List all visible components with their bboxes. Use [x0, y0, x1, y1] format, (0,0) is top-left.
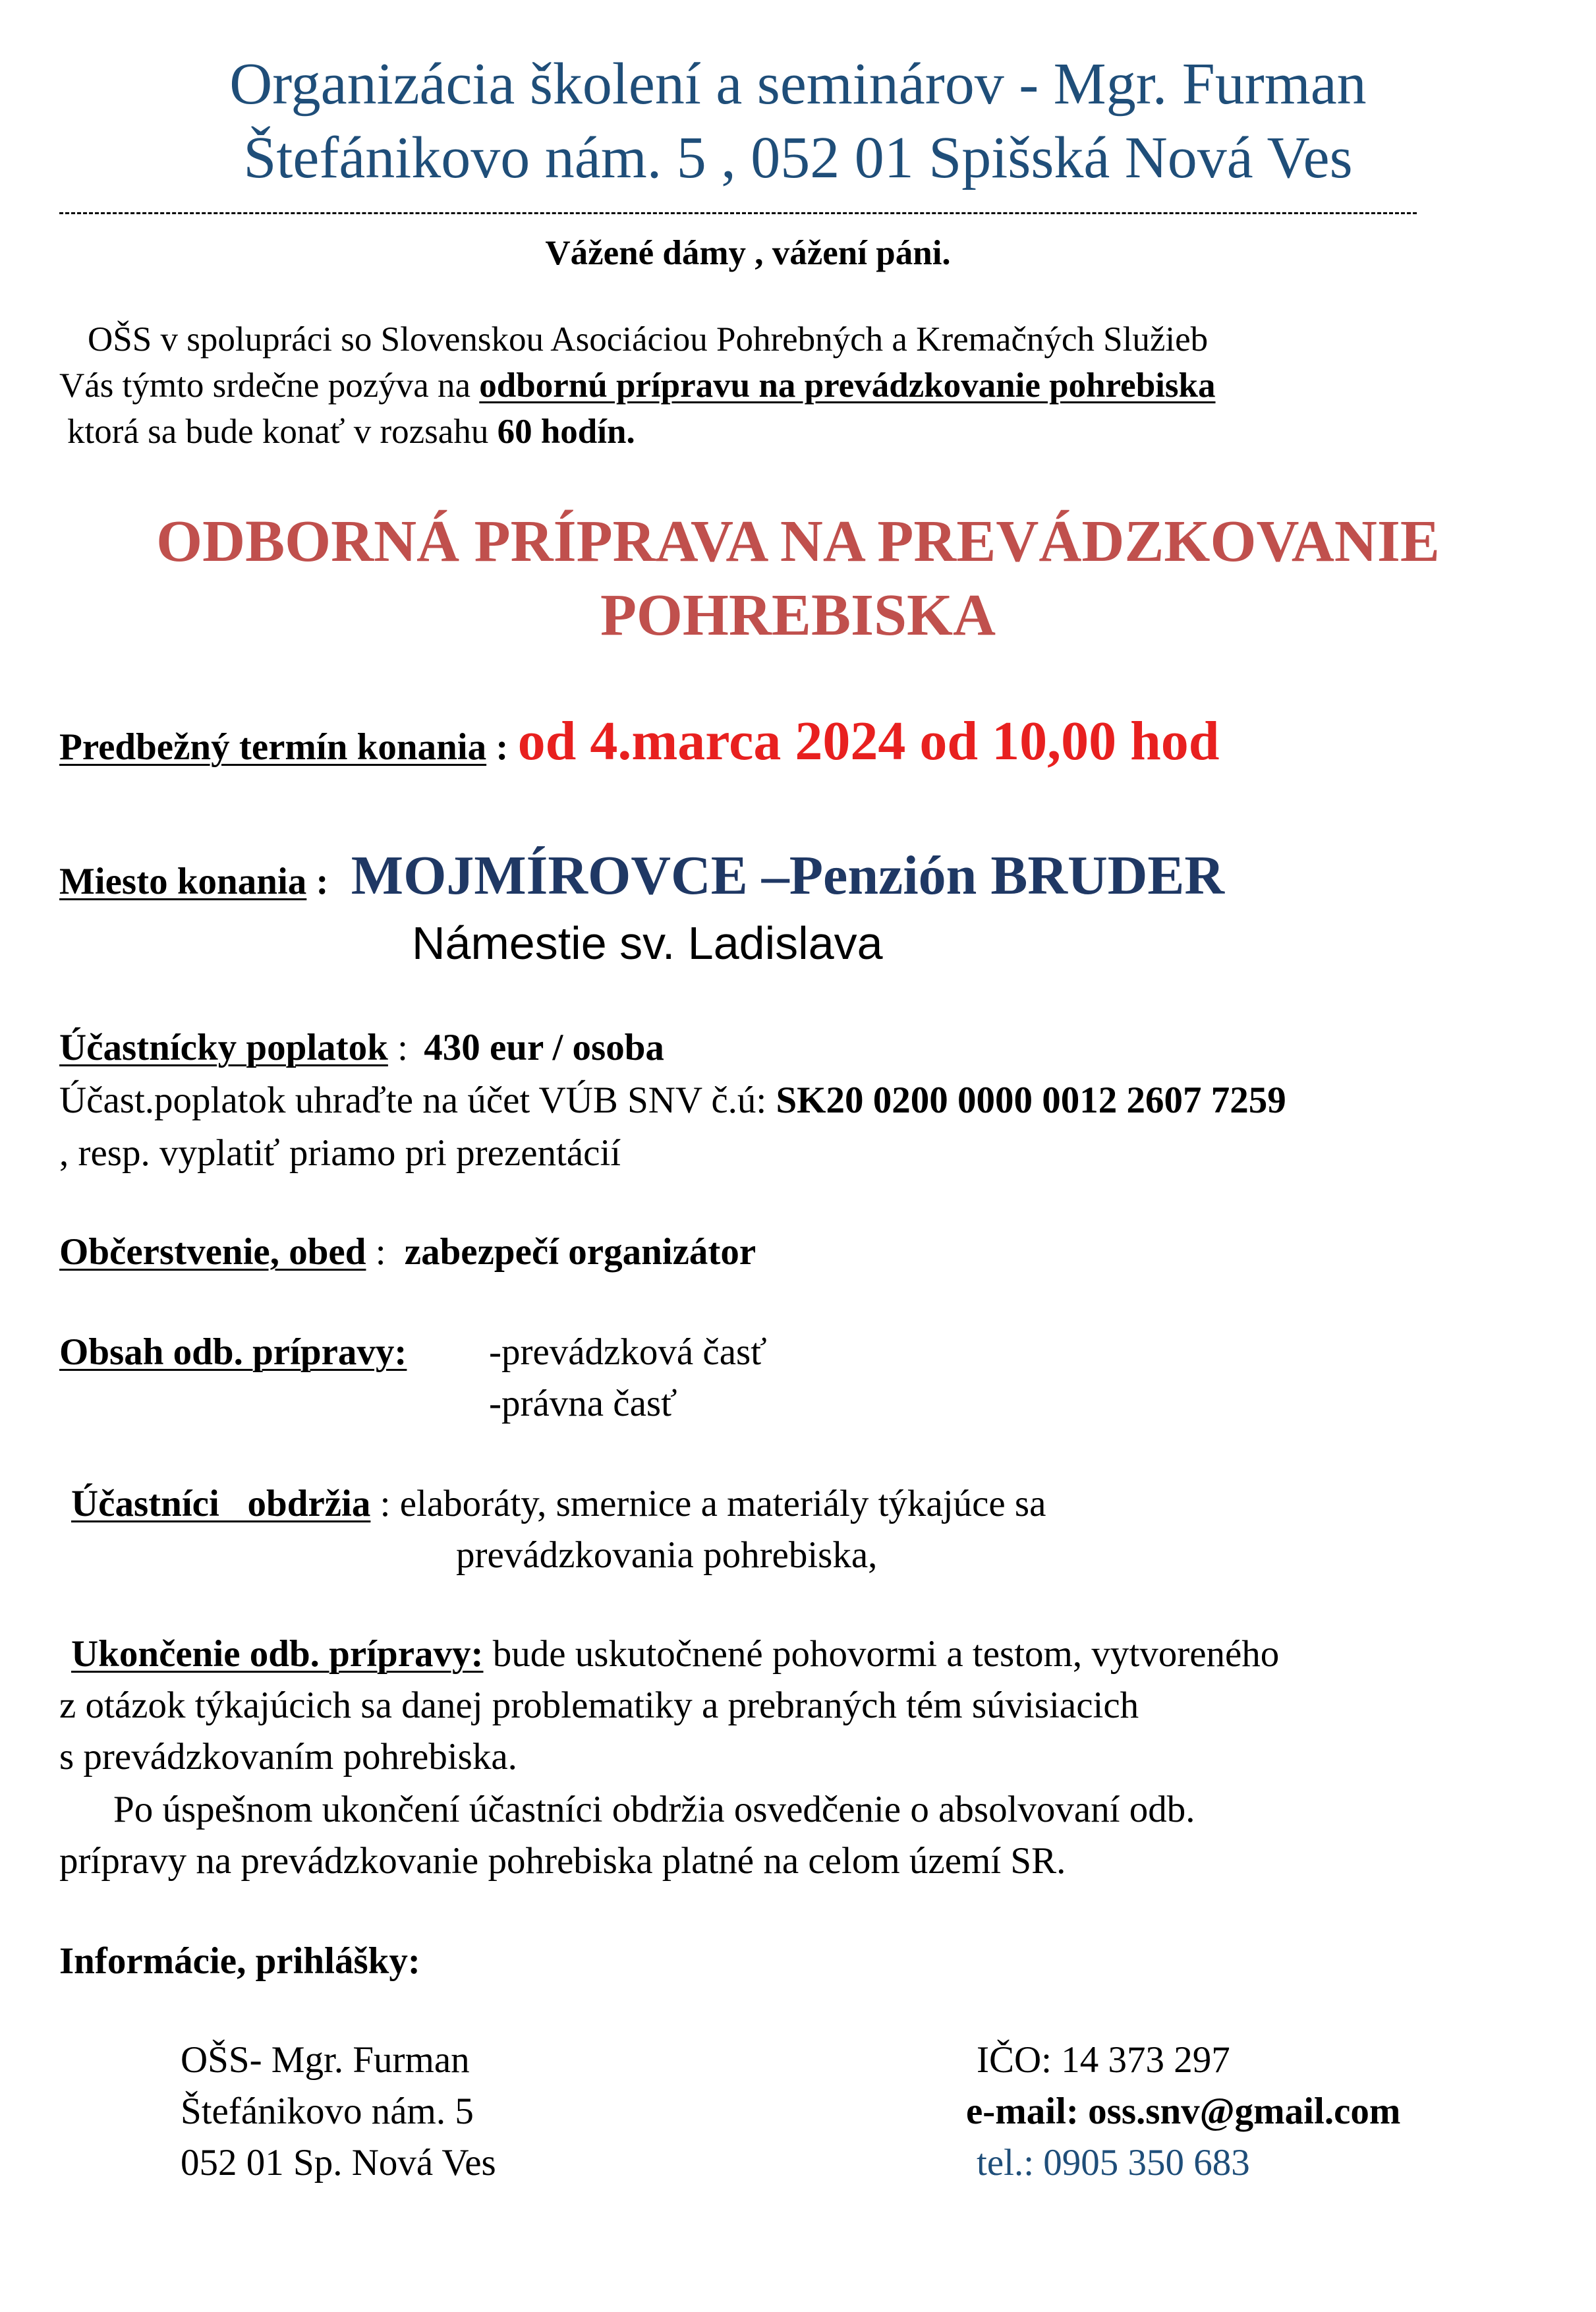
intro-course-name: odbornú prípravu na prevádzkovanie pohrebiska	[479, 366, 1216, 405]
info-heading: Informácie, prihlášky:	[59, 1940, 420, 1982]
fee-row: Účastnícky poplatok : 430 eur / osoba	[59, 1027, 664, 1068]
refreshment-value: zabezpečí organizátor	[404, 1231, 756, 1273]
main-title-line-2: POHREBISKA	[600, 583, 996, 648]
ending-row: Ukončenie odb. prípravy: bude uskutočnené pohovormi a testom, vytvoreného	[71, 1633, 1280, 1675]
place-label: Miesto konania	[59, 861, 307, 902]
info-phone: tel.: 0905 350 683	[977, 2142, 1250, 2183]
term-label: Predbežný termín konania	[59, 726, 487, 768]
info-street: Štefánikovo nám. 5	[181, 2091, 474, 2132]
refreshment-label: Občerstvenie, obed	[59, 1231, 366, 1273]
info-email: e-mail: oss.snv@gmail.com	[966, 2091, 1401, 2132]
content-item-2: -právna časť	[489, 1383, 677, 1424]
term-value: od 4.marca 2024 od 10,00 hod	[517, 710, 1220, 772]
fee-alternative: , resp. vyplatiť priamo pri prezentácií	[59, 1132, 621, 1174]
place-address: Námestie sv. Ladislava	[412, 917, 883, 969]
fee-iban: SK20 0200 0000 0012 2607 7259	[776, 1080, 1286, 1121]
term-row: Predbežný termín konania : od 4.marca 2024 od 10,00 hod	[59, 710, 1220, 772]
header-divider	[59, 212, 1417, 214]
main-title-line-1: ODBORNÁ PRÍPRAVA NA PREVÁDZKOVANIE	[156, 509, 1440, 574]
fee-value: 430 eur / osoba	[424, 1027, 664, 1068]
header-organization: Organizácia školení a seminárov - Mgr. Furman	[229, 51, 1367, 117]
ending-line-3: s prevádzkovaním pohrebiska.	[59, 1736, 517, 1777]
info-ico: IČO: 14 373 297	[977, 2039, 1230, 2081]
place-row: Miesto konania : MOJMÍROVCE –Penzión BRUDER	[59, 845, 1225, 906]
intro-hours: 60 hodín.	[497, 413, 635, 451]
place-value: MOJMÍROVCE –Penzión BRUDER	[351, 845, 1225, 906]
ending-line-2: z otázok týkajúcich sa danej problematiky a prebraných tém súvisiacich	[59, 1685, 1139, 1726]
intro-line-3: ktorá sa bude konať v rozsahu 60 hodín.	[67, 413, 635, 451]
fee-label: Účastnícky poplatok	[59, 1027, 388, 1068]
receive-row: Účastníci obdržia : elaboráty, smernice a materiály týkajúce sa	[71, 1483, 1046, 1524]
info-organization: OŠS- Mgr. Furman	[181, 2039, 470, 2081]
receive-label: Účastníci obdržia	[71, 1483, 371, 1524]
greeting: Vážené dámy , vážení páni.	[545, 234, 951, 272]
receive-line-1: elaboráty, smernice a materiály týkajúce sa	[399, 1483, 1046, 1524]
refreshment-row: Občerstvenie, obed : zabezpečí organizátor	[59, 1231, 756, 1273]
ending-line-5: prípravy na prevádzkovanie pohrebiska platné na celom území SR.	[59, 1840, 1066, 1882]
intro-line-2: Vás týmto srdečne pozýva na odbornú prípravu na prevádzkovanie pohrebiska	[59, 366, 1216, 405]
intro-line-1: OŠS v spolupráci so Slovenskou Asociáciou Pohrebných a Kremačných Služieb	[88, 320, 1209, 359]
fee-payment-line: Účast.poplatok uhraďte na účet VÚB SNV č.ú: SK20 0200 0000 0012 2607 7259	[59, 1080, 1286, 1121]
ending-line-4: Po úspešnom ukončení účastníci obdržia osvedčenie o absolvovaní odb.	[113, 1789, 1195, 1830]
info-city: 052 01 Sp. Nová Ves	[181, 2142, 496, 2183]
content-label: Obsah odb. prípravy:	[59, 1331, 407, 1373]
receive-line-2: prevádzkovania pohrebiska,	[456, 1534, 878, 1576]
ending-label: Ukončenie odb. prípravy:	[71, 1633, 484, 1675]
header-address: Štefánikovo nám. 5 , 052 01 Spišská Nová Ves	[243, 125, 1353, 190]
content-item-1: -prevádzková časť	[489, 1331, 767, 1373]
